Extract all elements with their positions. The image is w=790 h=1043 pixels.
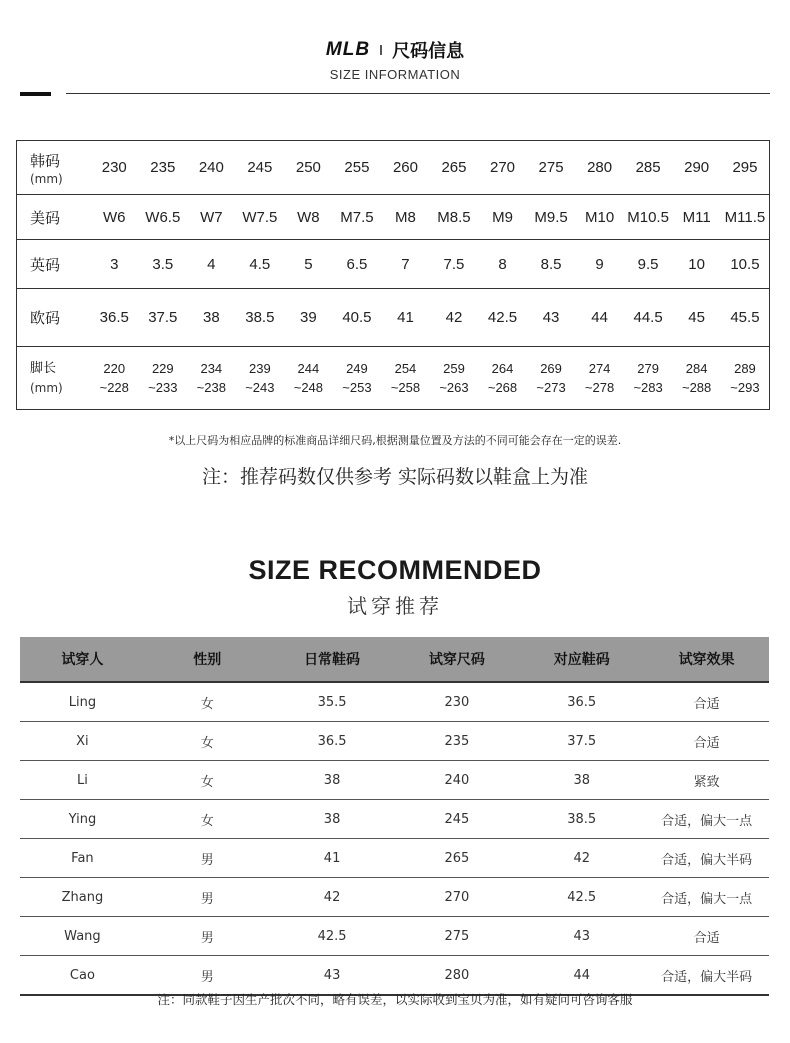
recommend-header-cell: 试穿效果 <box>644 637 769 682</box>
foot-length-min: 259 <box>443 361 465 376</box>
size-row <box>17 195 770 240</box>
recommend-header-cell: 试穿尺码 <box>394 637 519 682</box>
size-cell: W6 <box>90 195 139 240</box>
recommend-cell: 36.5 <box>519 682 644 722</box>
size-cell: 45.5 <box>721 289 770 347</box>
size-cell: 7 <box>381 240 430 289</box>
foot-length-min: 249 <box>346 361 368 376</box>
recommend-cell: Fan <box>20 839 145 878</box>
size-cell: 6.5 <box>333 240 382 289</box>
foot-length-row <box>17 347 770 410</box>
foot-length-min: 264 <box>491 361 514 376</box>
foot-length-min: 284 <box>685 361 708 376</box>
size-disclaimer: *以上尺码为相应品牌的标准商品详细尺码,根据测量位置及方法的不同可能会存在一定的误差. <box>168 434 622 447</box>
foot-length-max: ~278 <box>584 380 615 395</box>
foot-length-min: 269 <box>540 361 562 376</box>
size-row-unit: (mm) <box>30 171 63 186</box>
size-cell: 39 <box>284 289 333 347</box>
foot-length-min: 289 <box>734 361 756 376</box>
recommend-cell: 275 <box>394 917 519 956</box>
header <box>0 36 790 82</box>
page-title: 尺码信息 <box>392 41 465 62</box>
foot-length-max: ~253 <box>342 380 372 395</box>
foot-length-min: 279 <box>637 361 659 376</box>
size-cell: M8 <box>381 195 430 240</box>
recommend-cell: 37.5 <box>519 722 644 761</box>
recommend-cell: 合适，偏大一点 <box>644 878 769 917</box>
foot-length-max: ~228 <box>99 380 129 395</box>
foot-length-min: 274 <box>588 361 611 376</box>
size-row-label <box>17 289 91 347</box>
foot-length-max: ~263 <box>439 380 469 395</box>
foot-length-max: ~243 <box>245 380 275 395</box>
recommend-cell: 合适，偏大半码 <box>644 956 769 996</box>
recommend-cell: 265 <box>394 839 519 878</box>
size-cell: 37.5 <box>139 289 188 347</box>
foot-length-max: ~238 <box>196 380 226 395</box>
foot-length-max: ~258 <box>390 380 421 395</box>
recommend-cell: 合适 <box>644 917 769 956</box>
size-cell: 245 <box>247 159 273 176</box>
size-cell: W8 <box>284 195 333 240</box>
page-subtitle: SIZE INFORMATION <box>329 67 461 82</box>
size-cell: 36.5 <box>90 289 139 347</box>
recommend-cell: 38.5 <box>519 800 644 839</box>
size-cell: 230 <box>101 159 127 176</box>
size-cell: 290 <box>684 159 710 176</box>
table-row <box>20 761 769 800</box>
recommend-cell: 270 <box>394 878 519 917</box>
recommend-cell: 240 <box>394 761 519 800</box>
recommend-cell: 合适 <box>644 722 769 761</box>
recommend-cell: 女 <box>145 800 270 839</box>
size-cell: 260 <box>392 159 418 176</box>
size-cell: 9.5 <box>624 240 673 289</box>
foot-length-cell <box>139 347 188 410</box>
foot-length-cell <box>430 347 479 410</box>
foot-length-cell <box>575 347 624 410</box>
size-row-label-text: 欧码 <box>30 309 61 327</box>
size-cell: 41 <box>381 289 430 347</box>
size-cell: M9.5 <box>527 195 576 240</box>
size-cell: 5 <box>284 240 333 289</box>
recommend-cell: 230 <box>394 682 519 722</box>
foot-length-cell <box>284 347 333 410</box>
size-row-label-text: 美码 <box>30 208 61 227</box>
size-cell: 40.5 <box>333 289 382 347</box>
size-row <box>17 240 770 289</box>
size-cell: 45 <box>672 289 721 347</box>
foot-length-cell <box>333 347 382 410</box>
size-cell: 265 <box>441 159 467 176</box>
size-cell: 44 <box>575 289 624 347</box>
foot-length-max: ~288 <box>681 380 712 395</box>
header-accent-rule <box>20 92 51 96</box>
recommend-cell: 43 <box>270 956 395 996</box>
recommend-cell: 42.5 <box>519 878 644 917</box>
recommend-subtitle: 试穿推荐 <box>347 594 443 618</box>
size-cell: M7.5 <box>333 195 382 240</box>
recommend-cell: 245 <box>394 800 519 839</box>
brand-separator <box>380 45 382 55</box>
foot-length-min: 239 <box>249 361 271 376</box>
recommend-cell: Ying <box>20 800 145 839</box>
size-cell: W7.5 <box>236 195 285 240</box>
size-row-label <box>17 240 91 289</box>
size-cell: M10 <box>575 195 624 240</box>
recommend-cell: 235 <box>394 722 519 761</box>
size-cell: M11.5 <box>721 195 770 240</box>
size-cell: 43 <box>527 289 576 347</box>
recommend-cell: 男 <box>145 956 270 996</box>
recommend-cell: Ling <box>20 682 145 722</box>
recommend-cell: 紧致 <box>644 761 769 800</box>
recommend-header-cell: 对应鞋码 <box>519 637 644 682</box>
size-cell: 3 <box>90 240 139 289</box>
size-row <box>17 141 770 195</box>
size-cell: 235 <box>150 159 176 176</box>
size-cell: 38.5 <box>236 289 285 347</box>
recommend-cell: 女 <box>145 722 270 761</box>
size-cell: 38 <box>187 289 236 347</box>
foot-length-max: ~273 <box>536 380 566 395</box>
foot-length-cell <box>187 347 236 410</box>
recommend-cell: 42 <box>270 878 395 917</box>
recommend-cell: Cao <box>20 956 145 996</box>
size-cell: 255 <box>344 159 370 176</box>
size-row-label-text: 韩码 <box>30 151 61 170</box>
size-cell: M9 <box>478 195 527 240</box>
table-row <box>20 800 769 839</box>
size-cell: M10.5 <box>624 195 673 240</box>
brand-line <box>0 36 790 64</box>
foot-length-cell <box>624 347 673 410</box>
recommend-cell: Zhang <box>20 878 145 917</box>
recommend-cell: 38 <box>270 800 395 839</box>
size-cell: 250 <box>295 159 321 176</box>
foot-length-min: 229 <box>151 361 174 376</box>
foot-length-cell <box>672 347 721 410</box>
size-row-unit: (mm) <box>30 380 63 395</box>
size-cell: W7 <box>187 195 236 240</box>
size-cell: 8 <box>478 240 527 289</box>
fitting-recommendation-table <box>20 637 769 996</box>
recommend-cell: 男 <box>145 917 270 956</box>
table-row <box>20 878 769 917</box>
size-cell: 4.5 <box>236 240 285 289</box>
size-cell: M11 <box>672 195 721 240</box>
foot-length-min: 234 <box>200 361 223 376</box>
foot-length-cell <box>90 347 139 410</box>
recommend-cell: 女 <box>145 761 270 800</box>
size-cell: 42 <box>430 289 479 347</box>
recommend-header-cell: 日常鞋码 <box>270 637 395 682</box>
size-cell: 270 <box>490 159 516 176</box>
recommend-cell: Wang <box>20 917 145 956</box>
foot-length-cell <box>236 347 285 410</box>
size-cell: 42.5 <box>478 289 527 347</box>
size-cell: 280 <box>587 159 613 176</box>
size-cell: 9 <box>575 240 624 289</box>
recommend-cell: 男 <box>145 839 270 878</box>
recommend-cell: 280 <box>394 956 519 996</box>
foot-length-min: 244 <box>297 361 320 376</box>
size-cell: 275 <box>538 159 564 176</box>
recommend-cell: 合适，偏大半码 <box>644 839 769 878</box>
size-cell: 44.5 <box>624 289 673 347</box>
recommend-cell: 35.5 <box>270 682 395 722</box>
recommend-cell: Xi <box>20 722 145 761</box>
foot-length-max: ~233 <box>148 380 178 395</box>
size-row <box>17 289 770 347</box>
recommend-cell: Li <box>20 761 145 800</box>
size-cell: 4 <box>187 240 236 289</box>
bottom-note: 注：同款鞋子因生产批次不同，略有误差，以实际收到宝贝为准，如有疑问可咨询客服 <box>157 992 633 1007</box>
recommend-cell: 合适，偏大一点 <box>644 800 769 839</box>
recommend-cell: 42 <box>519 839 644 878</box>
table-row <box>20 839 769 878</box>
foot-length-min: 220 <box>103 361 126 376</box>
size-cell: 240 <box>198 159 224 176</box>
size-cell: 10 <box>672 240 721 289</box>
recommend-cell: 38 <box>270 761 395 800</box>
size-cell: 10.5 <box>721 240 770 289</box>
foot-length-max: ~293 <box>730 380 760 395</box>
foot-length-cell <box>478 347 527 410</box>
recommend-cell: 女 <box>145 682 270 722</box>
foot-length-max: ~283 <box>633 380 663 395</box>
recommend-cell: 38 <box>519 761 644 800</box>
table-row <box>20 682 769 722</box>
recommend-cell: 合适 <box>644 682 769 722</box>
size-cell: W6.5 <box>139 195 188 240</box>
recommend-header-cell: 性别 <box>145 637 270 682</box>
size-row-label-text: 脚长 <box>30 360 57 376</box>
size-row-label <box>17 195 91 240</box>
size-row-label <box>17 141 91 195</box>
size-conversion-table <box>16 140 770 410</box>
recommend-cell: 41 <box>270 839 395 878</box>
table-row <box>20 917 769 956</box>
size-note: 注：推荐码数仅供参考 实际码数以鞋盒上为准 <box>201 466 589 488</box>
recommend-cell: 36.5 <box>270 722 395 761</box>
size-cell: 8.5 <box>527 240 576 289</box>
size-cell: 7.5 <box>430 240 479 289</box>
table-row <box>20 722 769 761</box>
size-row-label <box>17 347 91 410</box>
recommend-title: SIZE RECOMMENDED <box>248 555 542 585</box>
recommend-cell: 43 <box>519 917 644 956</box>
header-divider <box>66 93 770 94</box>
foot-length-cell <box>527 347 576 410</box>
size-row-label-text: 英码 <box>30 255 61 274</box>
foot-length-cell <box>381 347 430 410</box>
recommend-cell: 42.5 <box>270 917 395 956</box>
foot-length-max: ~248 <box>293 380 324 395</box>
size-cell: 3.5 <box>139 240 188 289</box>
foot-length-min: 254 <box>394 361 417 376</box>
recommend-header-cell: 试穿人 <box>20 637 145 682</box>
size-cell: 295 <box>732 159 758 176</box>
foot-length-cell <box>721 347 770 410</box>
recommend-cell: 44 <box>519 956 644 996</box>
brand-logo: MLB <box>325 39 371 60</box>
recommend-cell: 男 <box>145 878 270 917</box>
size-cell: 285 <box>635 159 661 176</box>
size-cell: M8.5 <box>430 195 479 240</box>
foot-length-max: ~268 <box>487 380 518 395</box>
